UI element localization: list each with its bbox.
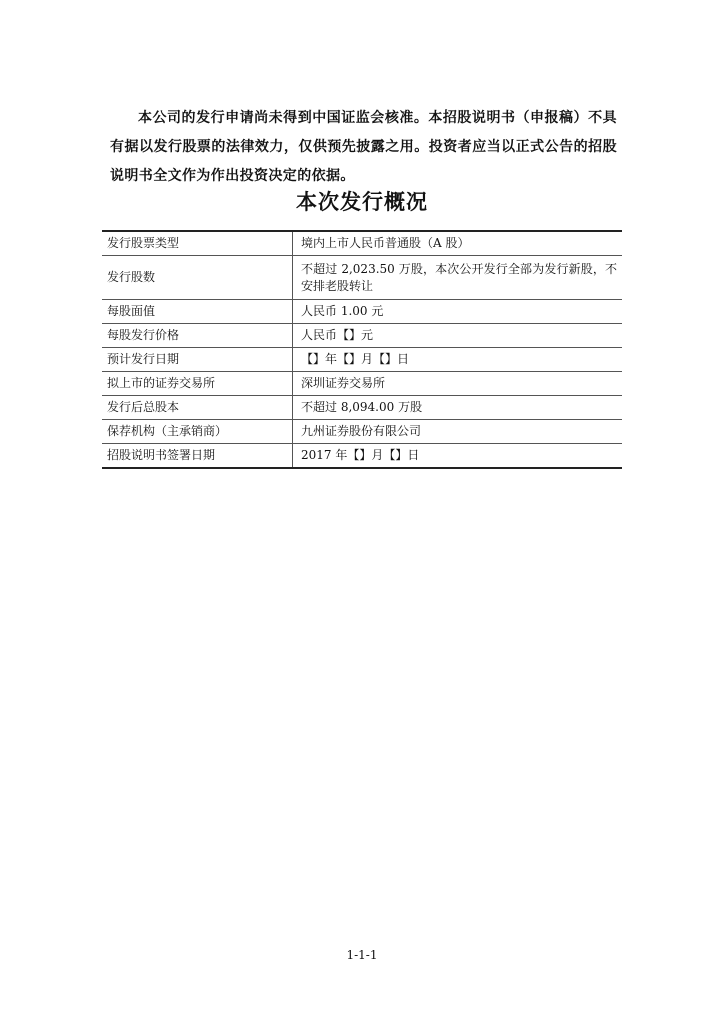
row-value: 人民币 1.00 元: [293, 300, 623, 324]
row-value: 不超过 2,023.50 万股，本次公开发行全部为发行新股，不安排老股转让: [293, 256, 623, 300]
row-label: 拟上市的证券交易所: [102, 372, 293, 396]
section-title: 本次发行概况: [296, 190, 428, 214]
disclaimer-notice: 本公司的发行申请尚未得到中国证监会核准。本招股说明书（申报稿）不具有据以发行股票的法律效力，仅供预先披露之用。投资者应当以正式公告的招股说明书全文作为作出投资决定的依据。: [110, 110, 617, 184]
table-row: [102, 256, 622, 300]
table-row: [102, 372, 622, 396]
table-row: [102, 231, 622, 256]
row-label: 招股说明书签署日期: [102, 444, 293, 469]
table-row: [102, 420, 622, 444]
row-value: 2017 年【】月【】日: [293, 444, 623, 469]
table-row: [102, 324, 622, 348]
row-value: 九州证券股份有限公司: [293, 420, 623, 444]
offering-summary-table: [102, 230, 622, 469]
row-label: 发行股数: [102, 256, 293, 300]
row-value: 【】年【】月【】日: [293, 348, 623, 372]
row-label: 发行股票类型: [102, 231, 293, 256]
page-number: 1-1-1: [346, 948, 378, 962]
table-row: [102, 444, 622, 469]
row-value: 境内上市人民币普通股（A 股）: [293, 231, 623, 256]
row-label: 每股发行价格: [102, 324, 293, 348]
row-value: 不超过 8,094.00 万股: [293, 396, 623, 420]
row-value: 人民币【】元: [293, 324, 623, 348]
table-row: [102, 300, 622, 324]
row-label: 预计发行日期: [102, 348, 293, 372]
row-label: 每股面值: [102, 300, 293, 324]
table-row: [102, 396, 622, 420]
row-label: 保荐机构（主承销商）: [102, 420, 293, 444]
row-label: 发行后总股本: [102, 396, 293, 420]
row-value: 深圳证券交易所: [293, 372, 623, 396]
table-row: [102, 348, 622, 372]
